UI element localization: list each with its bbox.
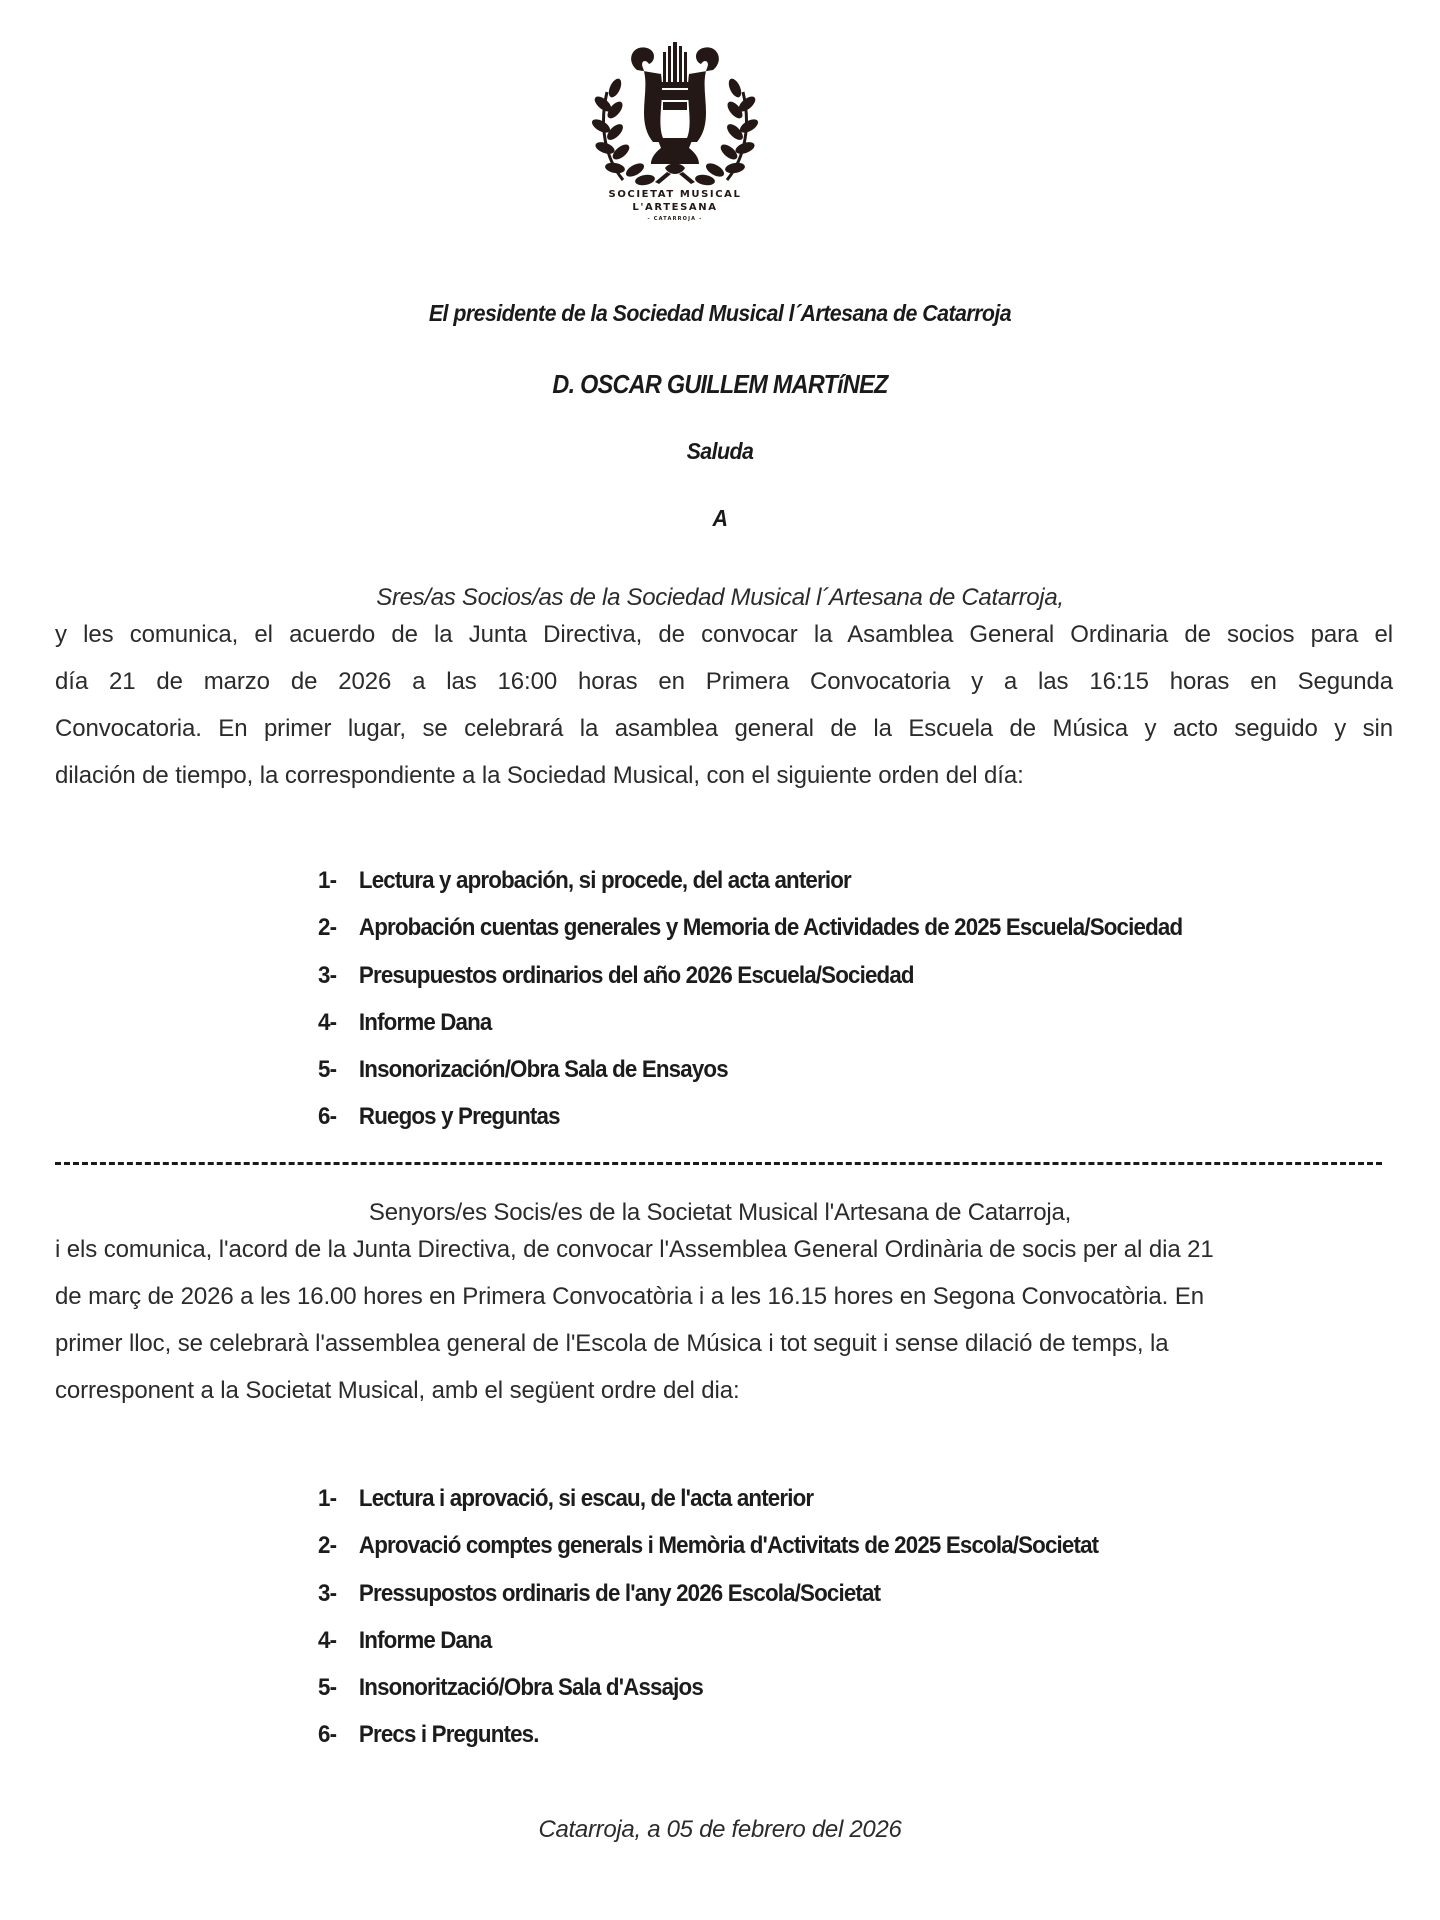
agenda-item (318, 1570, 1098, 1617)
society-logo (585, 30, 765, 230)
agenda-item-number: 6- (318, 1103, 337, 1131)
agenda-item-number: 3- (318, 1579, 337, 1607)
agenda-item-text: Insonorització/Obra Sala d'Assajos (358, 1674, 703, 1702)
agenda-item-text: Precs i Preguntes. (358, 1721, 539, 1749)
greeting-heading: Saluda (686, 438, 754, 464)
agenda-item-text: Ruegos y Preguntas (358, 1103, 560, 1131)
agenda-item-number: 5- (318, 1674, 337, 1702)
spanish-paragraph-line: Convocatoria. En primer lugar, se celebrará la asamblea general de la Escuela de Música y acto seguido y sin (55, 715, 1393, 742)
catalan-paragraph-line: i els comunica, l'acord de la Junta Directiva, de convocar l'Assemblea General Ordinària de socis per al dia 21 (55, 1236, 1214, 1263)
spanish-paragraph-line: y les comunica, el acuerdo de la Junta Directiva, de convocar la Asamblea General Ordinaria de socios para el (55, 621, 1393, 648)
agenda-item-text: Informe Dana (358, 1626, 492, 1654)
agenda-item (318, 1617, 1098, 1664)
spanish-agenda-list (318, 857, 1247, 1141)
agenda-item-number: 6- (318, 1721, 337, 1749)
intro-heading: El presidente de la Sociedad Musical l´Artesana de Catarroja (428, 300, 1012, 326)
agenda-item (318, 1664, 1098, 1711)
agenda-item-text: Informe Dana (358, 1008, 492, 1036)
agenda-item-number: 2- (318, 914, 337, 942)
logo-text-line2: L'ARTESANA (632, 202, 718, 213)
catalan-paragraph-line: corresponent a la Societat Musical, amb el següent ordre del dia: (55, 1377, 740, 1404)
lyre-laurel-emblem-icon (585, 30, 765, 190)
agenda-item (318, 999, 1182, 1046)
agenda-item-text: Presupuestos ordinarios del año 2026 Escuela/Sociedad (358, 961, 914, 989)
agenda-item-number: 2- (318, 1532, 337, 1560)
to-heading: A (712, 505, 728, 531)
agenda-item-text: Lectura i aprovació, si escau, de l'acta anterior (358, 1485, 814, 1512)
agenda-item (318, 1046, 1182, 1093)
document-date: Catarroja, a 05 de febrero del 2026 (538, 1816, 902, 1843)
catalan-paragraph-line: primer lloc, se celebrarà l'assemblea general de l'Escola de Música i tot seguit i sense dilació de temps, la (55, 1330, 1169, 1357)
agenda-item-text: Aprovació comptes generals i Memòria d'Activitats de 2025 Escola/Societat (358, 1532, 1099, 1560)
catalan-paragraph (55, 1226, 1393, 1414)
spanish-paragraph-line: dilación de tiempo, la correspondiente a la Sociedad Musical, con el siguiente orden del día: (55, 762, 1024, 789)
agenda-item (318, 904, 1182, 951)
agenda-item-text: Pressupostos ordinaris de l'any 2026 Escola/Societat (358, 1579, 881, 1607)
agenda-item (318, 1711, 1098, 1758)
spanish-paragraph-line: día 21 de marzo de 2026 a las 16:00 horas en Primera Convocatoria y a las 16:15 horas en Segunda (55, 668, 1393, 695)
agenda-item-text: Aprobación cuentas generales y Memoria de Actividades de 2025 Escuela/Sociedad (358, 914, 1183, 942)
catalan-salutation: Senyors/es Socis/es de la Societat Musical l'Artesana de Catarroja, (368, 1199, 1072, 1226)
agenda-item-number: 1- (318, 1485, 337, 1512)
agenda-item-text: Insonorización/Obra Sala de Ensayos (358, 1056, 728, 1084)
agenda-item-text: Lectura y aprobación, si procede, del acta anterior (358, 867, 851, 894)
agenda-item (318, 1475, 1098, 1522)
agenda-item (318, 952, 1182, 999)
agenda-item-number: 5- (318, 1056, 337, 1084)
logo-text-line3: - CATARROJA - (647, 216, 703, 222)
spanish-paragraph (55, 611, 1393, 799)
agenda-item-number: 4- (318, 1626, 337, 1654)
agenda-item-number: 1- (318, 867, 337, 894)
section-divider (55, 1162, 1382, 1165)
logo-text-line1: SOCIETAT MUSICAL (608, 189, 742, 200)
agenda-item-number: 3- (318, 961, 337, 989)
agenda-item (318, 857, 1182, 904)
agenda-item-number: 4- (318, 1008, 337, 1036)
catalan-paragraph-line: de març de 2026 a les 16.00 hores en Primera Convocatòria i a les 16.15 hores en Segona Convocatòria. En (55, 1283, 1204, 1310)
catalan-agenda-list (318, 1475, 1157, 1759)
president-name: D. OSCAR GUILLEM MARTíNEZ (552, 369, 888, 399)
agenda-item (318, 1093, 1182, 1140)
spanish-salutation: Sres/as Socios/as de la Sociedad Musical l´Artesana de Catarroja, (376, 584, 1064, 611)
agenda-item (318, 1522, 1098, 1569)
